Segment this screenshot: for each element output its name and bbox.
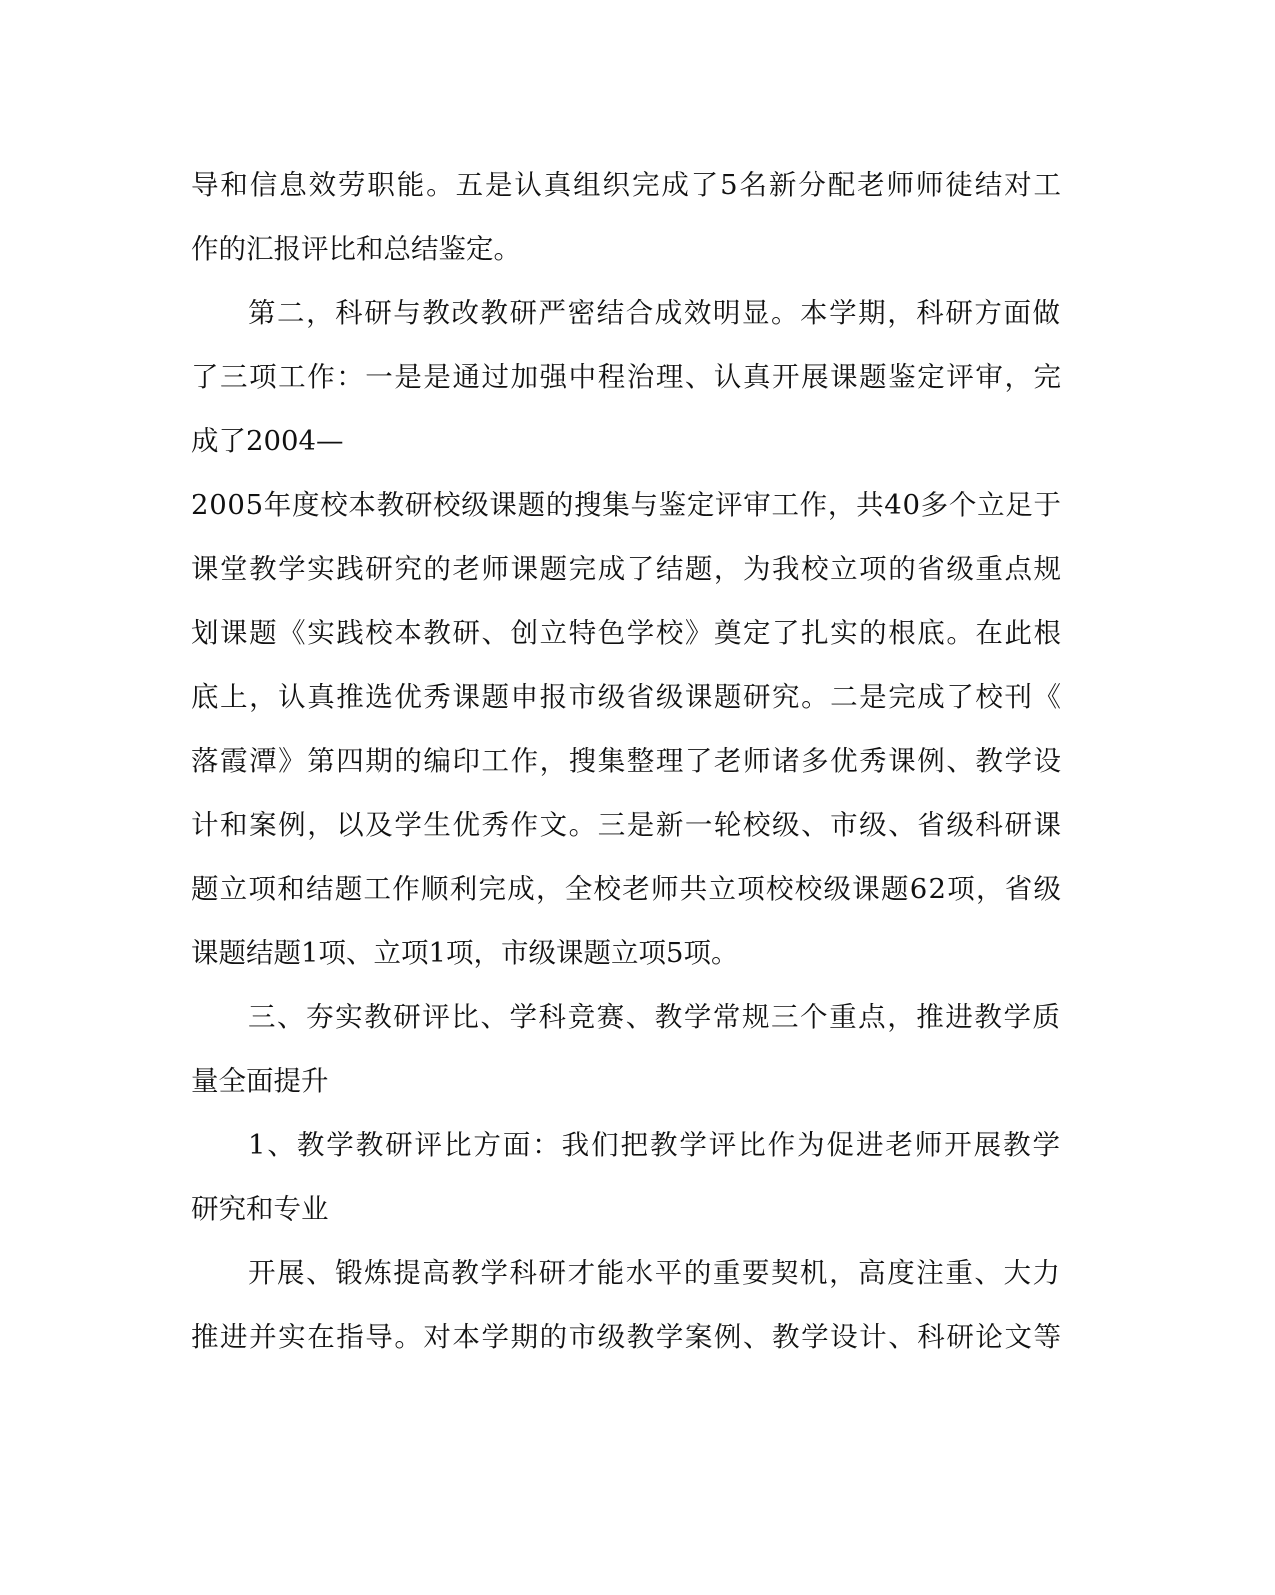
text-line: 课题结题1项、立项1项，市级课题立项5项。 xyxy=(191,937,739,969)
section-heading-line: 量全面提升 xyxy=(191,1065,329,1097)
section-heading-line: 三、夯实教研评比、学科竞赛、教学常规三个重点，推进教学质 xyxy=(248,1001,1062,1033)
text-line: 研究和专业 xyxy=(191,1193,329,1225)
text-line: 底上，认真推选优秀课题申报市级省级课题研究。二是完成了校刊《 xyxy=(191,681,1063,713)
text-line: 落霞潭》第四期的编印工作，搜集整理了老师诸多优秀课例、教学设 xyxy=(191,745,1063,777)
text-line: 成了2004— xyxy=(191,425,344,457)
text-line: 推进并实在指导。对本学期的市级教学案例、教学设计、科研论文等 xyxy=(191,1321,1063,1353)
text-line: 2005年度校本教研校级课题的搜集与鉴定评审工作，共40多个立足于 xyxy=(191,489,1062,521)
paragraph-start-line: 开展、锻炼提高教学科研才能水平的重要契机，高度注重、大力 xyxy=(248,1257,1062,1289)
text-line: 划课题《实践校本教研、创立特色学校》奠定了扎实的根底。在此根 xyxy=(191,617,1063,649)
paragraph-start-line: 1、教学教研评比方面：我们把教学评比作为促进老师开展教学 xyxy=(248,1129,1062,1161)
text-line: 作的汇报评比和总结鉴定。 xyxy=(191,233,521,265)
text-line: 题立项和结题工作顺利完成，全校老师共立项校校级课题62项，省级 xyxy=(191,873,1063,905)
paragraph-start-line: 第二，科研与教改教研严密结合成效明显。本学期，科研方面做 xyxy=(248,297,1062,329)
text-line: 计和案例，以及学生优秀作文。三是新一轮校级、市级、省级科研课 xyxy=(191,809,1063,841)
text-line: 课堂教学实践研究的老师课题完成了结题，为我校立项的省级重点规 xyxy=(191,553,1063,585)
text-line: 了三项工作：一是是通过加强中程治理、认真开展课题鉴定评审，完 xyxy=(191,361,1063,393)
text-line: 导和信息效劳职能。五是认真组织完成了5名新分配老师师徒结对工 xyxy=(191,169,1063,201)
